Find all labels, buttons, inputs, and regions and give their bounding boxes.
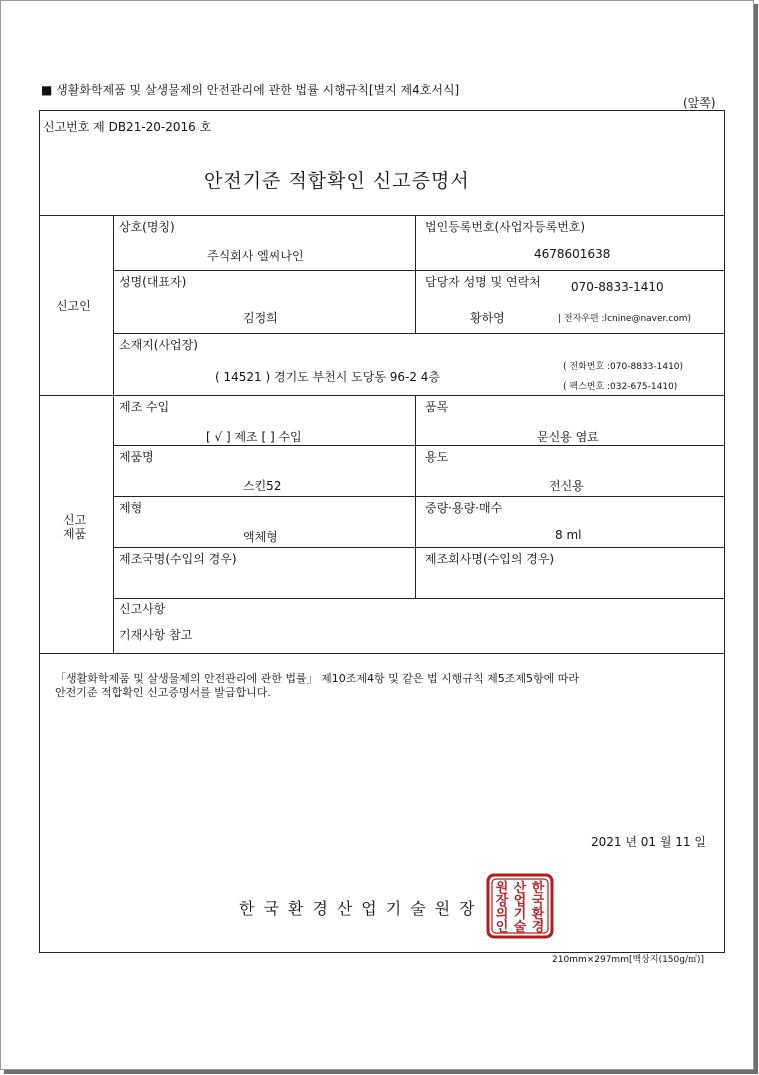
seal-glyph: 의 [495,907,509,922]
issue-date: 2021 년 01 월 11 일 [591,835,706,849]
reg-number-label: 법인등록번호(사업자등록번호) [425,220,586,234]
item-value: 문신용 염료 [537,430,599,444]
seal-glyph: 기 [513,907,527,922]
representative-value: 김정희 [243,311,278,325]
divider [39,395,724,396]
mfg-import-label: 제조 수입 [119,400,170,414]
seal-glyph: 경 [531,920,545,935]
seal-glyph: 국 [531,894,545,909]
maker-label: 제조회사명(수입의 경우) [425,552,555,566]
divider [113,270,724,271]
divider [113,496,724,497]
issuer-name: 한국환경산업기술원장 [239,899,484,918]
statement-line-1: 「생활화학제품 및 살생물제의 안전관리에 관한 법률」 제10조제4항 및 같은 법 시행규칙 제5조제5항에 따라 [55,672,579,685]
notes-label: 신고사항 [119,602,166,616]
report-number: 신고번호 제 DB21-20-2016 호 [43,120,212,134]
seal-glyph: 인 [495,920,509,935]
reporter-section-label: 신고인 [56,299,91,313]
country-label: 제조국명(수입의 경우) [119,552,237,566]
front-side-label: (앞쪽) [683,96,716,110]
fax-number: ( 팩스번호 :032-675-1410) [563,382,678,392]
divider [113,598,724,599]
seal-glyph: 산 [513,881,527,896]
address-value: ( 14521 ) 경기도 부천시 도당동 96-2 4층 [215,370,441,384]
weight-label: 중량·용량·매수 [425,501,503,515]
weight-value: 8 ml [555,528,582,542]
product-section-label-2: 제품 [63,527,87,541]
seal-glyph: 원 [495,881,509,896]
contact-label: 담당자 성명 및 연락처 [425,275,541,289]
use-label: 용도 [425,450,449,464]
divider [39,653,724,654]
page-title: 안전기준 적합확인 신고증명서 [204,170,470,192]
mfg-import-value: [ √ ] 제조 [ ] 수입 [206,430,302,444]
representative-label: 성명(대표자) [119,275,187,289]
law-title-text: 생활화학제품 및 살생물제의 안전관리에 관한 법률 시행규칙[별지 제4호서식] [56,83,460,97]
divider [113,333,724,334]
contact-name: 황하영 [470,311,505,325]
form-type-value: 액체형 [243,530,278,544]
phone-number: ( 전화번호 :070-8833-1410) [563,362,684,372]
paper-spec: 210mm×297mm[백상지(150g/㎡)] [552,955,705,965]
seal-glyph: 환 [531,907,545,922]
company-value: 주식회사 엘씨나인 [207,249,304,263]
seal-glyph: 업 [513,894,527,909]
form-type-label: 제형 [119,501,143,515]
official-seal-stamp [486,873,554,939]
item-label: 품목 [425,400,449,414]
product-name-label: 제품명 [119,450,154,464]
divider [39,215,724,216]
divider [113,215,114,653]
product-name-value: 스킨52 [243,479,282,493]
divider [415,395,416,598]
seal-glyph: 한 [531,881,545,896]
company-label: 상호(명칭) [119,220,175,234]
certificate-frame [39,110,725,953]
contact-phone: 070-8833-1410 [571,280,664,294]
divider [113,547,724,548]
use-value: 전신용 [549,479,584,493]
seal-glyph: 장 [495,894,509,909]
divider [113,445,724,446]
divider [415,215,416,333]
seal-glyph: 술 [513,920,527,935]
address-label: 소재지(사업장) [119,338,198,352]
square-bullet-icon: ■ [41,83,53,97]
notes-value: 기재사항 참고 [119,628,193,642]
product-section-label-1: 신고 [63,513,87,527]
form-law-title [41,81,459,98]
statement-line-2: 안전기준 적합확인 신고증명서를 발급합니다. [55,686,271,699]
reg-number-value: 4678601638 [534,247,611,261]
contact-email: | 전자우편 :lcnine@naver.com) [558,314,692,324]
